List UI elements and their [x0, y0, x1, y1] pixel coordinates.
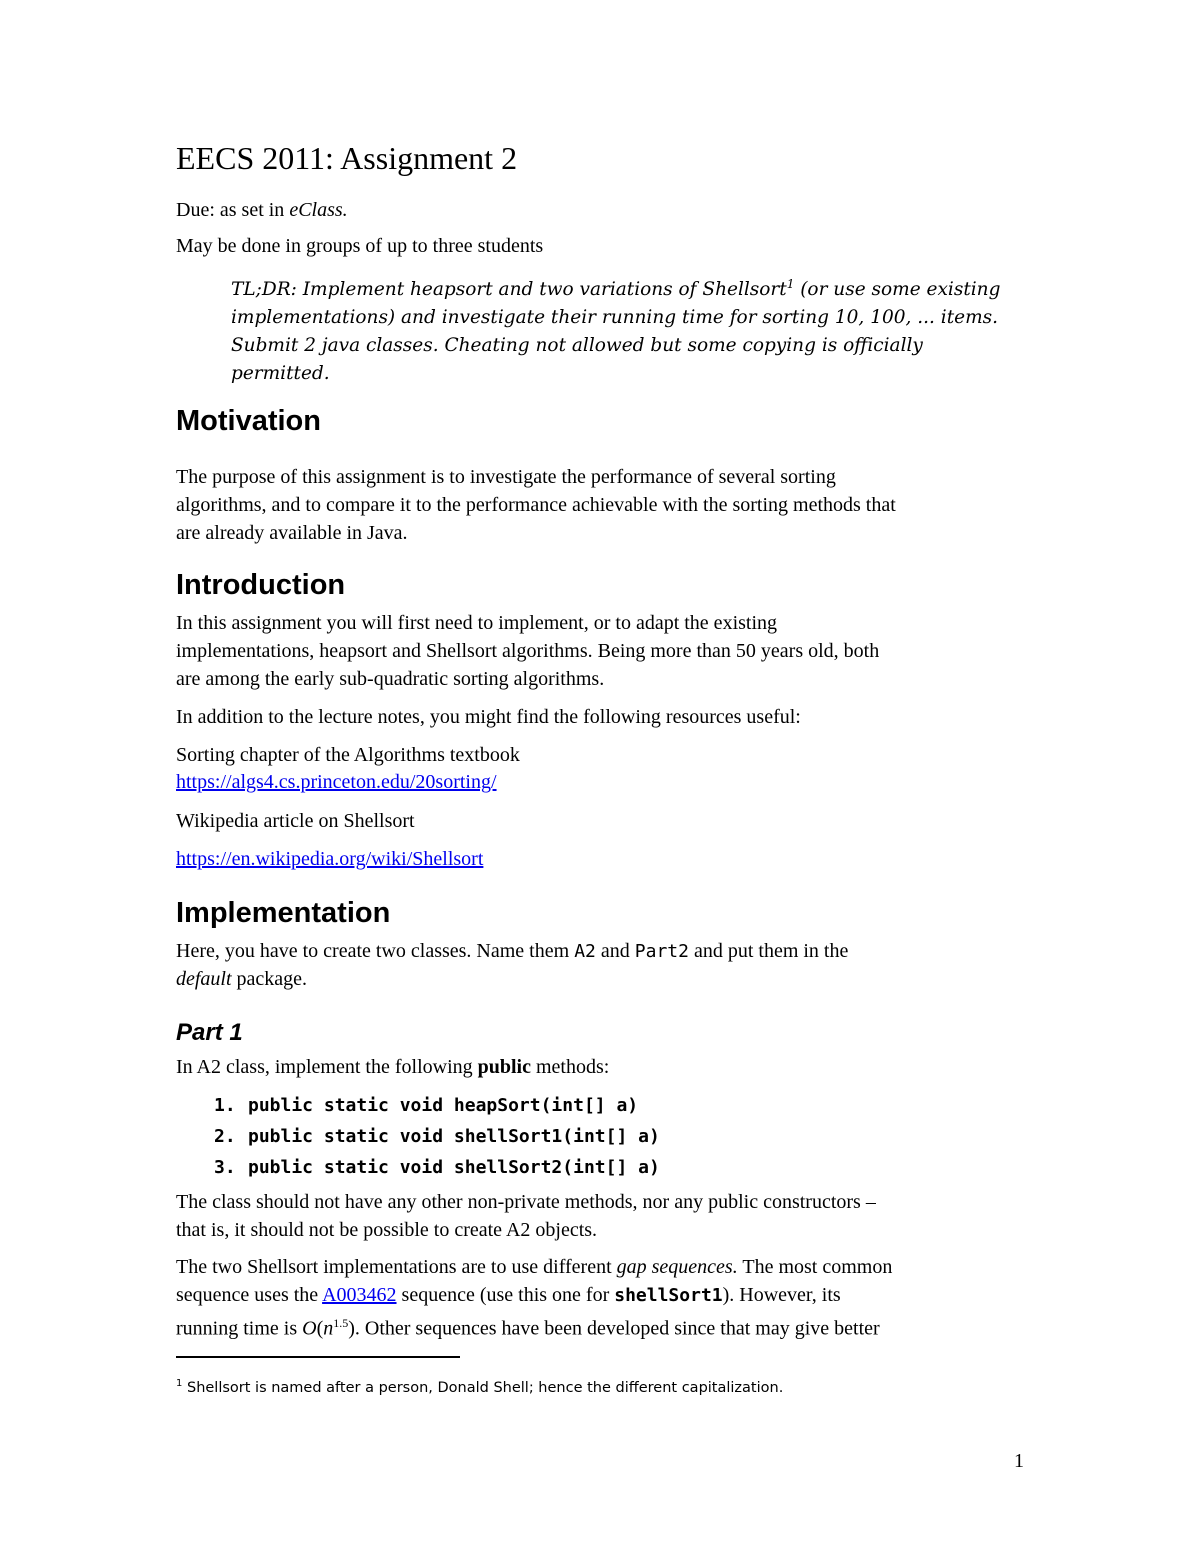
due-prefix: Due: as set in: [176, 199, 290, 221]
method-number: 3.: [214, 1157, 236, 1178]
implementation-heading: Implementation: [176, 897, 391, 929]
tldr-line-4: permitted.: [231, 363, 330, 385]
method-item-1: [214, 1092, 638, 1120]
motivation-line-2: algorithms, and to compare it to the performance achievable with the sorting methods that: [176, 494, 896, 516]
introduction-heading: Introduction: [176, 569, 346, 601]
part1-intro-text: In A2 class, implement the following: [176, 1056, 478, 1078]
tldr-line-3: Submit 2 java classes. Cheating not allowed but some copying is officially: [231, 335, 923, 357]
footnote-separator: [176, 1356, 460, 1358]
method-number: 1.: [214, 1095, 236, 1116]
method-signature: public static void heapSort(int[] a): [248, 1095, 639, 1116]
sequence-line: [176, 1281, 841, 1310]
run-text-end: ). Other sequences have been developed since that may give better: [348, 1317, 880, 1340]
run-text: running time is: [176, 1317, 303, 1340]
resource-2-line: [176, 845, 483, 873]
seq-text: sequence uses the: [176, 1284, 323, 1306]
shellsort1-code: shellSort1: [614, 1285, 723, 1306]
due-line: [176, 196, 348, 224]
default-emph: default: [176, 968, 232, 990]
gap-text-end: The most common: [737, 1256, 893, 1278]
footnote-ref[interactable]: 1: [786, 277, 795, 291]
big-o: O: [302, 1317, 317, 1340]
gap-text: The two Shellsort implementations are to use different: [176, 1256, 617, 1278]
open-paren: (: [316, 1317, 324, 1340]
motivation-line-3: are already available in Java.: [176, 522, 408, 544]
n-var: n: [323, 1317, 334, 1340]
motivation-heading: Motivation: [176, 405, 321, 437]
gap-emph: gap sequences.: [616, 1256, 738, 1278]
class-name-part2: Part2: [634, 941, 689, 962]
class-note-line-1: The class should not have any other non-private methods, nor any public constructors –: [176, 1191, 876, 1213]
exponent: 1.5: [333, 1316, 349, 1330]
a003462-link[interactable]: A003462: [322, 1284, 397, 1306]
tldr-text-cont: (or use some existing: [794, 279, 1001, 301]
groups-line: May be done in groups of up to three students: [176, 235, 544, 257]
part1-intro-end: methods:: [530, 1056, 610, 1078]
gap-line: [176, 1253, 892, 1281]
impl-text-and: and: [595, 940, 635, 962]
intro-line-2: implementations, heapsort and Shellsort algorithms. Being more than 50 years old, both: [176, 640, 880, 662]
class-name-a2: A2: [574, 941, 596, 962]
public-keyword: public: [477, 1056, 531, 1078]
tldr-line-1: [231, 270, 1031, 304]
tldr-text: TL;DR: Implement heapsort and two variations of Shellsort: [231, 279, 787, 301]
method-item-2: [214, 1123, 660, 1151]
footnote-text: Shellsort is named after a person, Donald Shell; hence the different capitalization.: [182, 1379, 784, 1396]
resource-1-label: Sorting chapter of the Algorithms textbook: [176, 744, 520, 766]
resource-1-line: [176, 768, 497, 796]
implementation-line-2: [176, 965, 307, 993]
tldr-line-2: implementations) and investigate their running time for sorting 10, 100, ... items.: [231, 307, 999, 329]
seq-text-mid: sequence (use this one for: [396, 1284, 615, 1306]
page-number: 1: [1014, 1450, 1024, 1472]
due-emph: eClass.: [289, 199, 348, 221]
footnote-number: 1: [176, 1378, 183, 1389]
impl-text: Here, you have to create two classes. Name them: [176, 940, 575, 962]
package-text: package.: [231, 968, 308, 990]
resource-2-label: Wikipedia article on Shellsort: [176, 810, 415, 832]
method-item-3: [214, 1154, 660, 1182]
tldr-block: [231, 270, 1031, 388]
method-signature: public static void shellSort1(int[] a): [248, 1126, 660, 1147]
resources-intro: In addition to the lecture notes, you might find the following resources useful:: [176, 706, 801, 728]
intro-line-3: are among the early sub-quadratic sorting algorithms.: [176, 668, 605, 690]
resource-1-link[interactable]: https://algs4.cs.princeton.edu/20sorting/: [176, 771, 497, 793]
part1-intro: [176, 1053, 609, 1081]
method-signature: public static void shellSort2(int[] a): [248, 1157, 660, 1178]
class-note-line-2: that is, it should not be possible to create A2 objects.: [176, 1219, 598, 1241]
footnote: [176, 1378, 783, 1396]
method-number: 2.: [214, 1126, 236, 1147]
resource-2-link[interactable]: https://en.wikipedia.org/wiki/Shellsort: [176, 848, 484, 870]
intro-line-1: In this assignment you will first need to implement, or to adapt the existing: [176, 612, 778, 634]
motivation-line-1: The purpose of this assignment is to investigate the performance of several sorting: [176, 466, 836, 488]
implementation-line-1: [176, 937, 848, 966]
seq-text-end: ). However, its: [722, 1284, 841, 1306]
page-title: EECS 2011: Assignment 2: [176, 140, 518, 176]
part1-heading: Part 1: [176, 1019, 243, 1046]
running-time-line: [176, 1309, 880, 1343]
impl-text-end: and put them in the: [688, 940, 849, 962]
